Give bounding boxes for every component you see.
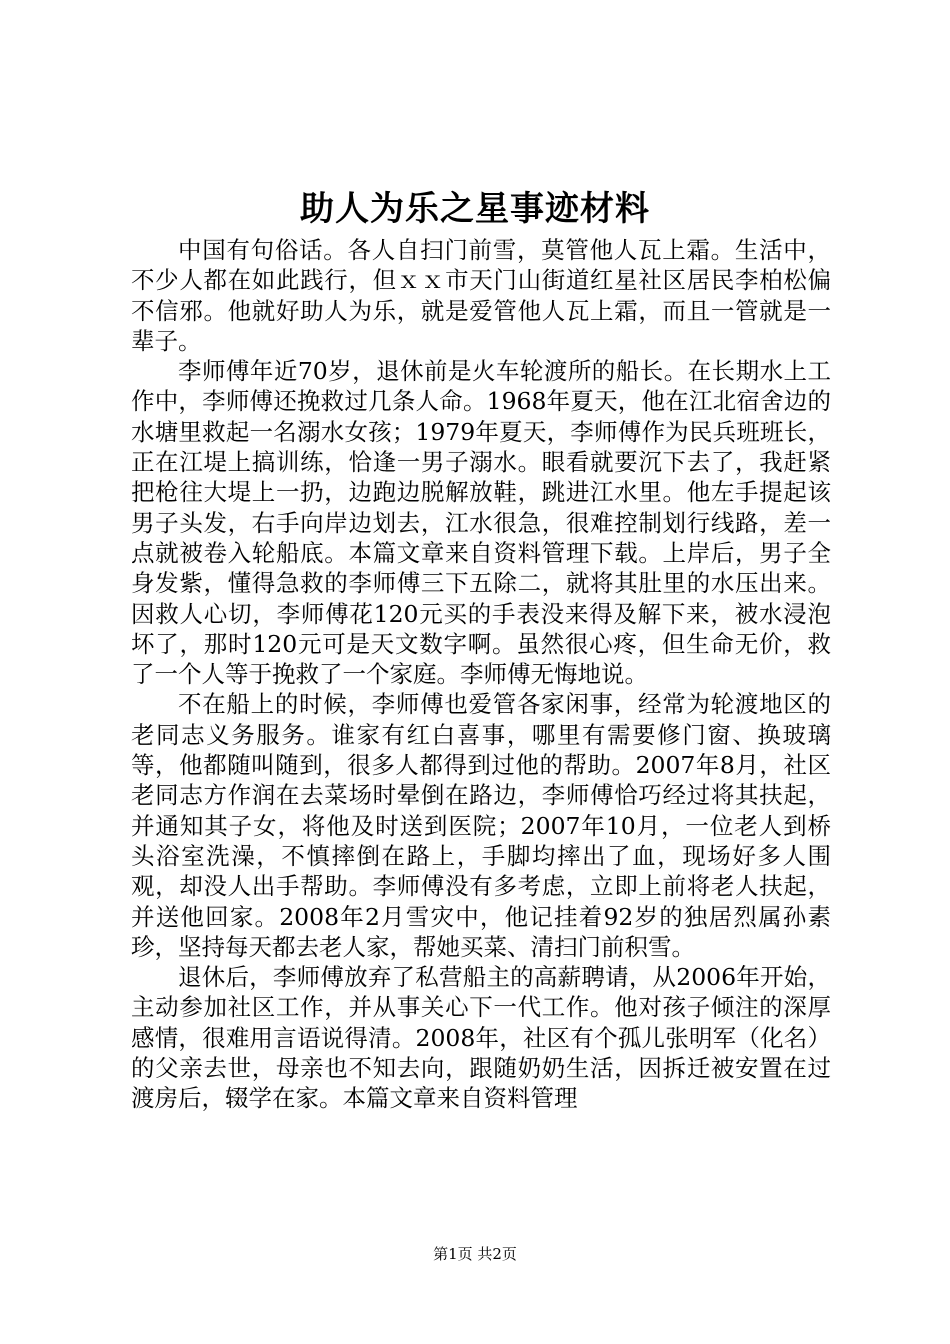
document-body	[131, 235, 831, 1114]
paragraph-3: 不在船上的时候，李师傅也爱管各家闲事，经常为轮渡地区的老同志义务服务。谁家有红白喜事，哪里有需要修门窗、换玻璃等，他都随叫随到，很多人都得到过他的帮助。2007年8月，社区老同志方作润在去菜场时晕倒在路边，李师傅恰巧经过将其扶起，并通知其子女，将他及时送到医院；2007年10月，一位老人到桥头浴室洗澡，不慎摔倒在路上，手脚均摔出了血，现场好多人围观，却没人出手帮助。李师傅没有多考虑，立即上前将老人扶起，并送他回家。2008年2月雪灾中，他记挂着92岁的独居烈属孙素珍，坚持每天都去老人家，帮她买菜、清扫门前积雪。	[131, 690, 831, 961]
paragraph-1: 中国有句俗话。各人自扫门前雪，莫管他人瓦上霜。生活中，不少人都在如此践行，但ｘｘ市天门山街道红星社区居民李柏松偏不信邪。他就好助人为乐，就是爱管他人瓦上霜，而且一管就是一辈子。	[131, 236, 831, 355]
document-title: 助人为乐之星事迹材料	[300, 189, 650, 229]
page-number-footer: 第1页 共2页	[433, 1245, 517, 1263]
paragraph-2: 李师傅年近70岁，退休前是火车轮渡所的船长。在长期水上工作中，李师傅还挽救过几条人命。1968年夏天，他在江北宿舍边的水塘里救起一名溺水女孩；1979年夏天，李师傅作为民兵班班长，正在江堤上搞训练，恰逢一男子溺水。眼看就要沉下去了，我赶紧把枪往大堤上一扔，边跑边脱解放鞋，跳进江水里。他左手提起该男子头发，右手向岸边划去，江水很急，很难控制划行线路，差一点就被卷入轮船底。本篇文章来自资料管理下载。上岸后，男子全身发紫，懂得急救的李师傅三下五除二，就将其肚里的水压出来。因救人心切，李师傅花120元买的手表没来得及解下来，被水浸泡坏了，那时120元可是天文数字啊。虽然很心疼，但生命无价，救了一个人等于挽救了一个家庭。李师傅无悔地说。	[131, 357, 831, 689]
paragraph-4: 退休后，李师傅放弃了私营船主的高薪聘请，从2006年开始，主动参加社区工作，并从事关心下一代工作。他对孩子倾注的深厚感情，很难用言语说得清。2008年，社区有个孤儿张明军（化名）的父亲去世，母亲也不知去向，跟随奶奶生活，因拆迁被安置在过渡房后，辍学在家。本篇文章来自资料管理	[131, 963, 831, 1113]
